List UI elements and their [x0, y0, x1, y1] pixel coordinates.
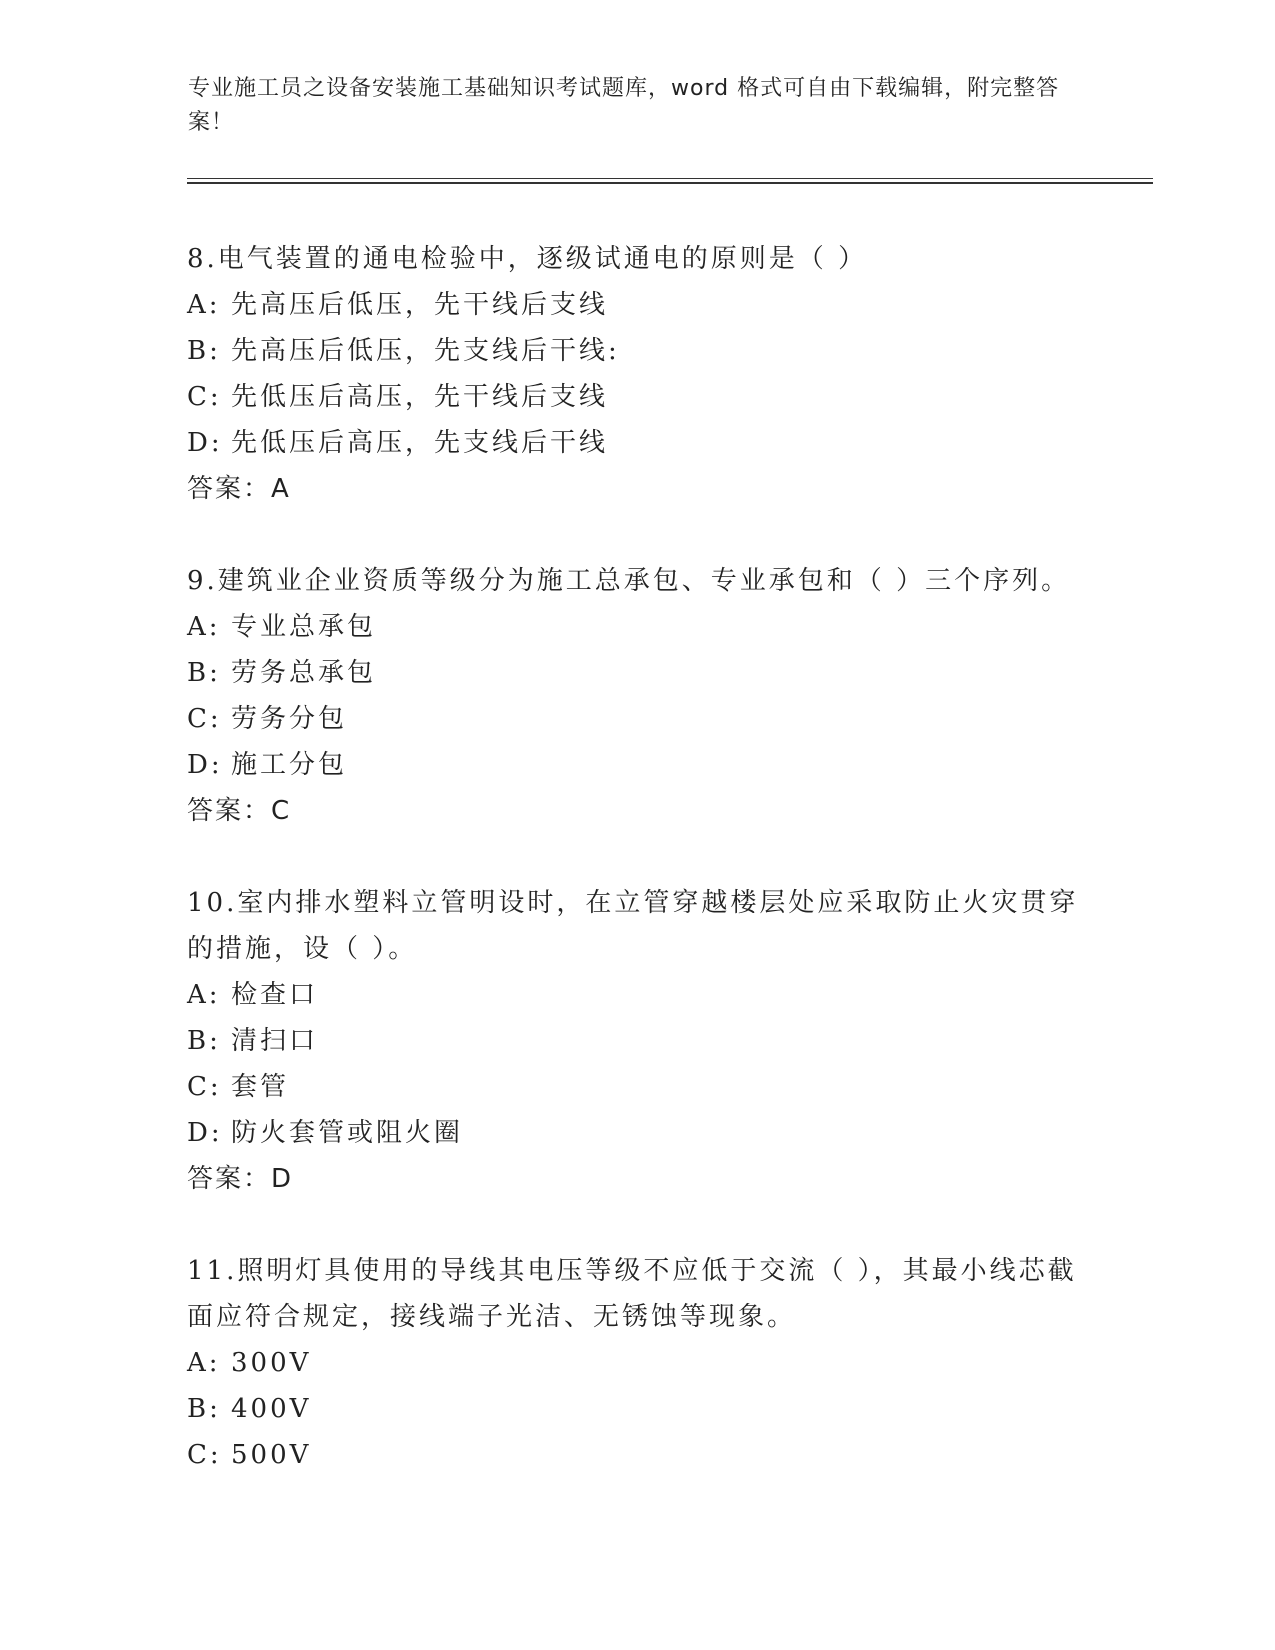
option-text: 专业总承包 — [231, 612, 377, 642]
question-9 — [187, 558, 1087, 834]
answer-line: 答案：C — [187, 796, 292, 826]
document-header: 专业施工员之设备安装施工基础知识考试题库，word 格式可自由下载编辑，附完整答案！ — [188, 76, 1060, 135]
question-stem: 9.建筑业企业资质等级分为施工总承包、专业承包和（ ）三个序列。 — [187, 566, 1071, 596]
option-key: D: — [187, 428, 223, 458]
option-b — [187, 1018, 1087, 1064]
option-key: C: — [187, 1440, 222, 1470]
option-key: B: — [187, 1394, 221, 1424]
option-key: B: — [187, 336, 221, 366]
question-11 — [187, 1248, 1087, 1478]
option-key: A: — [187, 980, 221, 1010]
option-key: B: — [187, 1026, 221, 1056]
option-text: 300V — [231, 1348, 312, 1378]
option-text: 防火套管或阻火圈 — [231, 1118, 464, 1148]
option-c — [187, 374, 1087, 420]
option-text: 检查口 — [231, 980, 319, 1010]
option-key: D: — [187, 1118, 223, 1148]
header-divider-top — [187, 178, 1153, 179]
answer-line: 答案：D — [187, 1164, 294, 1194]
option-text: 400V — [231, 1394, 312, 1424]
question-stem: 10.室内排水塑料立管明设时，在立管穿越楼层处应采取防止火灾贯穿的措施，设（ ）。 — [187, 888, 1079, 964]
option-text: 套管 — [231, 1072, 290, 1102]
option-key: B: — [187, 658, 221, 688]
option-c — [187, 1432, 1087, 1478]
option-key: C: — [187, 382, 222, 412]
option-a — [187, 1340, 1087, 1386]
option-key: C: — [187, 704, 222, 734]
question-8 — [187, 236, 1087, 512]
option-key: D: — [187, 750, 223, 780]
option-text: 先低压后高压，先支线后干线 — [231, 428, 609, 458]
option-key: A: — [187, 1348, 221, 1378]
option-a — [187, 972, 1087, 1018]
option-text: 劳务总承包 — [231, 658, 377, 688]
question-10 — [187, 880, 1087, 1202]
option-text: 先低压后高压，先干线后支线 — [231, 382, 609, 412]
header-divider-bottom — [187, 182, 1153, 184]
option-b — [187, 328, 1087, 374]
option-b — [187, 1386, 1087, 1432]
option-text: 施工分包 — [231, 750, 348, 780]
question-stem: 8.电气装置的通电检验中，逐级试通电的原则是（ ） — [187, 244, 868, 274]
option-b — [187, 650, 1087, 696]
option-d — [187, 1110, 1087, 1156]
option-text: 先高压后低压，先支线后干线: — [231, 336, 620, 366]
option-a — [187, 282, 1087, 328]
option-c — [187, 696, 1087, 742]
option-key: A: — [187, 612, 221, 642]
question-list — [187, 236, 1087, 1524]
answer-line: 答案：A — [187, 474, 291, 504]
option-d — [187, 742, 1087, 788]
option-a — [187, 604, 1087, 650]
option-text: 劳务分包 — [231, 704, 348, 734]
question-stem: 11.照明灯具使用的导线其电压等级不应低于交流（ ），其最小线芯截面应符合规定，接线端子光洁、无锈蚀等现象。 — [187, 1256, 1077, 1332]
option-text: 500V — [231, 1440, 312, 1470]
option-text: 先高压后低压，先干线后支线 — [231, 290, 609, 320]
option-c — [187, 1064, 1087, 1110]
option-key: A: — [187, 290, 221, 320]
option-d — [187, 420, 1087, 466]
option-text: 清扫口 — [231, 1026, 319, 1056]
option-key: C: — [187, 1072, 222, 1102]
